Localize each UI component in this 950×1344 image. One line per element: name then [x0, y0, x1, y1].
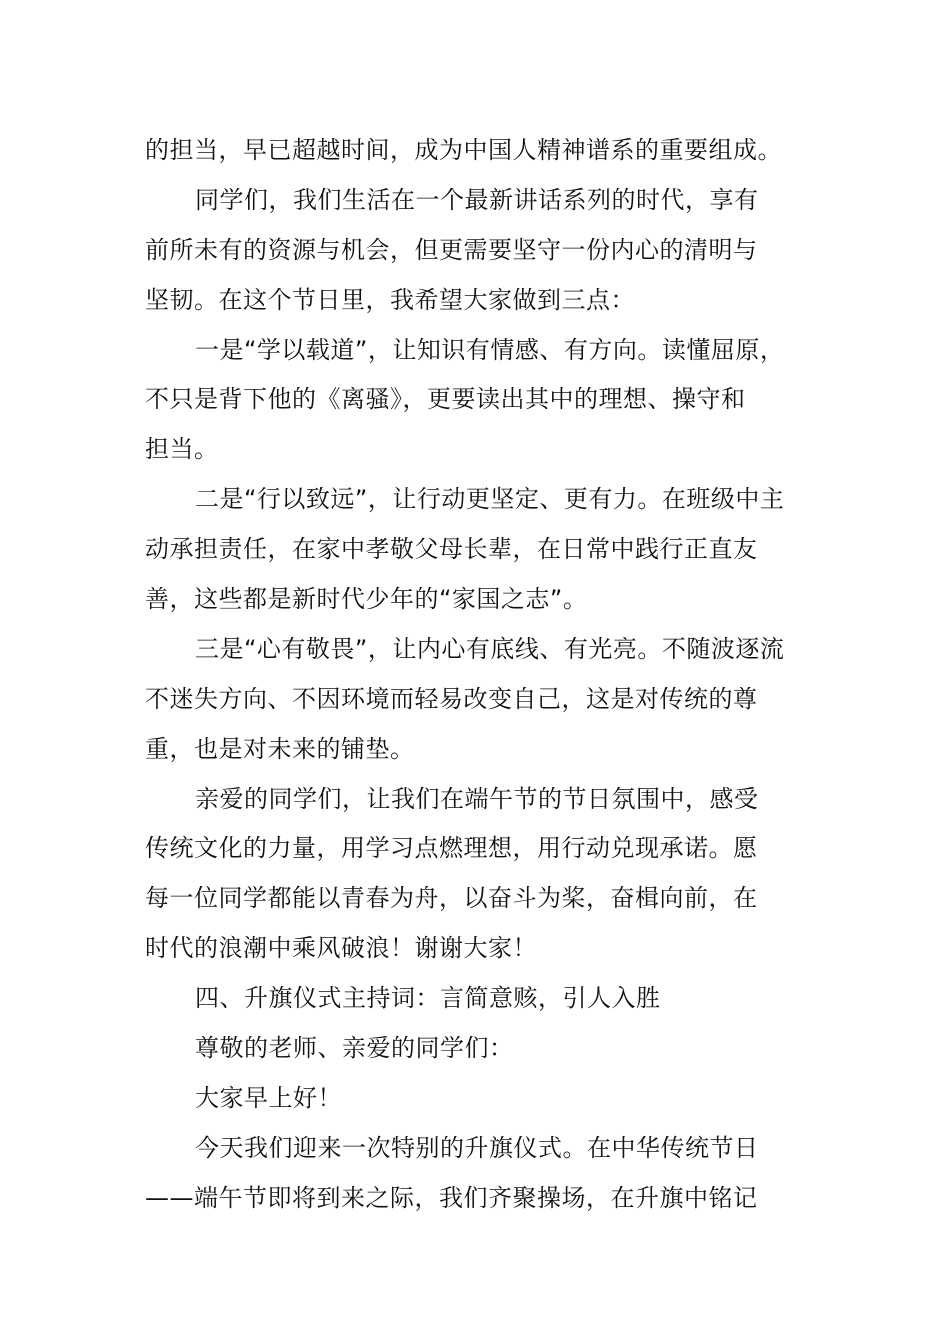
text-line: 重，也是对未来的铺垫。 [145, 734, 415, 763]
text-line: 前所未有的资源与机会，但更需要坚守一份内心的清明与 [145, 235, 758, 264]
text-line: 的担当，早已超越时间，成为中国人精神谱系的重要组成。 [145, 136, 782, 164]
text-line: 今天我们迎来一次特别的升旗仪式。在中华传统节日 [195, 1133, 759, 1162]
body-text [145, 126, 807, 1224]
text-line: 三是“心有敬畏”，让内心有底线、有光亮。不随波逐流 [195, 634, 785, 663]
text-line: 不只是背下他的《离骚》，更要读出其中的理想、操守和 [145, 385, 746, 414]
salutation: 尊敬的老师、亲爱的同学们： [195, 1034, 514, 1063]
text-line: 传统文化的力量，用学习点燃理想，用行动兑现承诺。愿 [145, 834, 758, 863]
text-line: ——端午节即将到来之际，我们齐聚操场，在升旗中铭记 [145, 1183, 758, 1212]
text-line: 同学们，我们生活在一个最新讲话系列的时代，享有 [195, 185, 759, 214]
text-line: 善，这些都是新时代少年的“家国之志”。 [145, 585, 588, 614]
text-line: 坚韧。在这个节日里，我希望大家做到三点： [145, 285, 635, 314]
section-heading: 四、升旗仪式主持词：言简意赅，引人入胜 [195, 984, 661, 1013]
text-line: 动承担责任，在家中孝敬父母长辈，在日常中践行正直友 [145, 535, 758, 564]
text-line: 二是“行以致远”，让行动更坚定、更有力。在班级中主 [195, 485, 785, 514]
text-line: 一是“学以载道”，让知识有情感、有方向。读懂屈原， [195, 335, 785, 364]
text-line: 时代的浪潮中乘风破浪！谢谢大家！ [145, 934, 537, 963]
text-line: 担当。 [145, 435, 219, 464]
text-line: 每一位同学都能以青春为舟，以奋斗为桨，奋楫向前，在 [145, 884, 758, 913]
text-line: 亲爱的同学们，让我们在端午节的节日氛围中，感受 [195, 784, 759, 813]
text-line: 不迷失方向、不因环境而轻易改变自己，这是对传统的尊 [145, 684, 758, 713]
greeting: 大家早上好！ [195, 1083, 342, 1112]
